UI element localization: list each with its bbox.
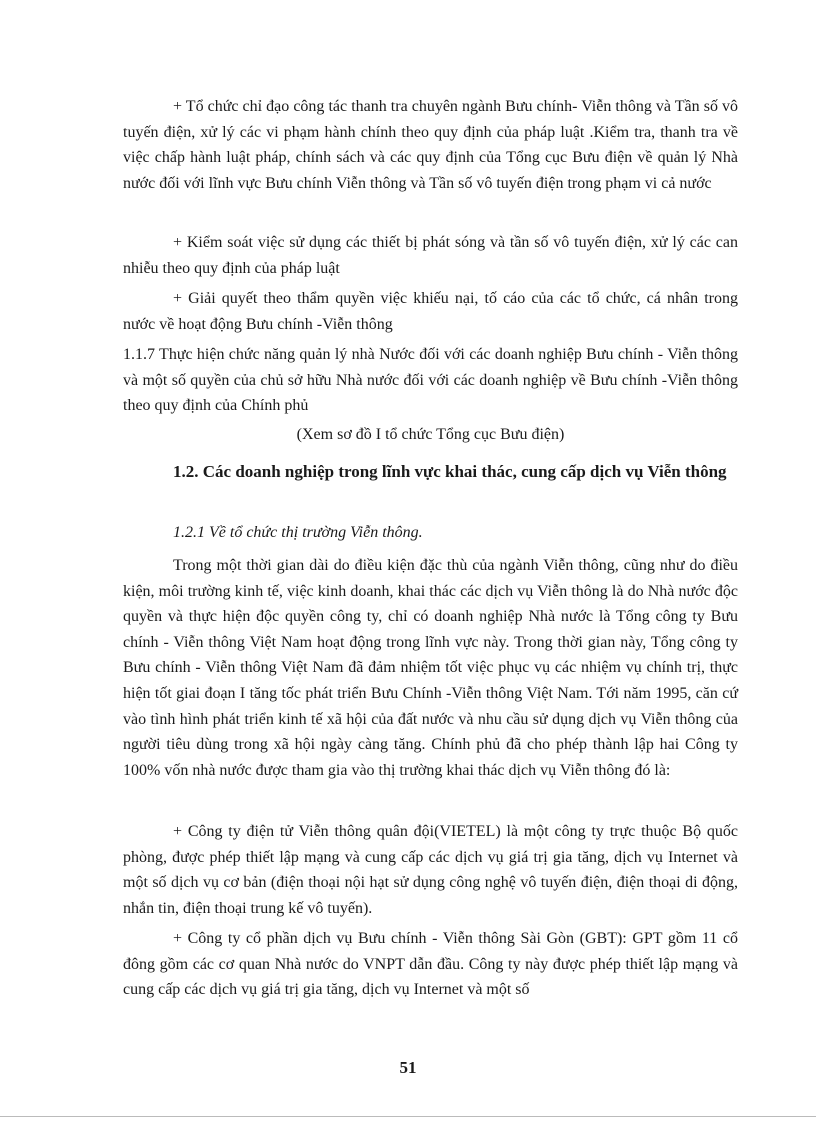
paragraph-frequency-control: + Kiểm soát việc sử dụng các thiết bị phát sóng và tần số vô tuyến điện, xử lý các can nhiễu theo quy định của pháp luật	[123, 234, 738, 277]
section-heading-1-2: 1.2. Các doanh nghiệp trong lĩnh vực khai thác, cung cấp dịch vụ Viễn thông	[173, 462, 727, 481]
paragraph-complaints: + Giải quyết theo thẩm quyền việc khiếu nại, tố cáo của các tổ chức, cá nhân trong nước về hoạt động Bưu chính -Viễn thông	[123, 290, 738, 333]
page-number: 51	[399, 1058, 417, 1077]
paragraph-vietel: + Công ty điện tử Viễn thông quân đội(VIETEL) là một công ty trực thuộc Bộ quốc phòng, được phép thiết lập mạng và cung cấp các dịch vụ giá trị gia tăng, dịch vụ Internet và một số dịch vụ cơ bản (điện thoại nội hạt sử dụng công nghệ vô tuyến điện, điện thoại di động, nhắn tin, điện thoại trung kế vô tuyến).	[123, 823, 738, 917]
paragraph-section-1-1-7: 1.1.7 Thực hiện chức năng quản lý nhà Nước đối với các doanh nghiệp Bưu chính - Viễn thông và một số quyền của chủ sở hữu Nhà nước đối với các doanh nghiệp về Bưu chính -Viễn thông theo quy định của Chính phủ	[123, 346, 738, 415]
diagram-reference: (Xem sơ đồ I tổ chức Tổng cục Bưu điện)	[296, 426, 565, 443]
subsection-heading-1-2-1: 1.2.1 Về tổ chức thị trường Viễn thông.	[173, 524, 423, 541]
bottom-divider	[0, 1116, 816, 1117]
paragraph-gbt: + Công ty cổ phần dịch vụ Bưu chính - Viễn thông Sài Gòn (GBT): GPT gồm 11 cổ đông gồm các cơ quan Nhà nước do VNPT dẫn đầu. Công ty này được phép thiết lập mạng và cung cấp các dịch vụ giá trị gia tăng, dịch vụ Internet và một số	[123, 930, 738, 999]
paragraph-inspection: + Tổ chức chỉ đạo công tác thanh tra chuyên ngành Bưu chính- Viễn thông và Tần số vô tuyến điện, xử lý các vi phạm hành chính theo quy định của pháp luật .Kiểm tra, thanh tra về việc chấp hành luật pháp, chính sách và các quy định của Tổng cục Bưu điện về quản lý Nhà nước đối với lĩnh vực Bưu chính Viễn thông và Tần số vô tuyến điện trong phạm vi cả nước	[123, 98, 738, 192]
paragraph-market-history: Trong một thời gian dài do điều kiện đặc thù của ngành Viễn thông, cũng như do điều kiện, môi trường kinh tế, việc kinh doanh, khai thác các dịch vụ Viễn thông là do Nhà nước độc quyền và thực hiện độc quyền công ty, chỉ có doanh nghiệp Nhà nước là Tổng công ty Bưu chính - Viễn thông Việt Nam hoạt động trong lĩnh vực này. Trong thời gian này, Tổng công ty Bưu chính - Viễn thông Việt Nam đã đảm nhiệm tốt việc phục vụ các nhiệm vụ chính trị, thực hiện tốt giai đoạn I tăng tốc phát triển Bưu Chính -Viễn thông Việt Nam. Tới năm 1995, căn cứ vào tình hình phát triển kinh tế xã hội của đất nước và nhu cầu sử dụng dịch vụ Viễn thông của người tiêu dùng trong xã hội ngày càng tăng. Chính phủ đã cho phép thành lập hai Công ty 100% vốn nhà nước được tham gia vào thị trường khai thác dịch vụ Viễn thông đó là:	[123, 557, 738, 779]
